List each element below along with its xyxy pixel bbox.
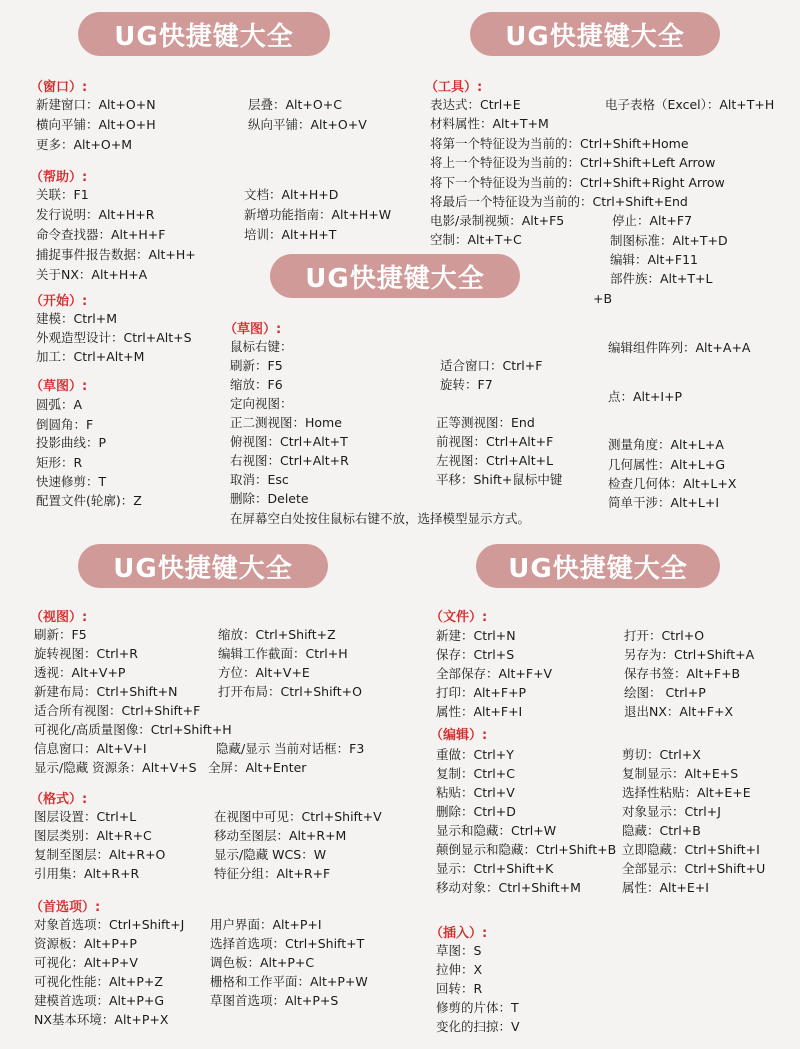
shortcut-item: 退出NX：Alt+F+X [624, 704, 734, 719]
shortcut-item: 点：Alt+I+P [608, 389, 683, 404]
shortcut-item: 复制至图层：Alt+R+O [34, 847, 166, 862]
shortcut-item: 刷新：F5 [34, 627, 87, 642]
shortcut-item: 调色板：Alt+P+C [210, 955, 315, 970]
shortcut-item: 倒圆角：F [36, 417, 94, 432]
shortcut-item: 显示/隐藏 WCS：W [214, 847, 327, 862]
shortcut-item: 加工：Ctrl+Alt+M [36, 349, 145, 364]
section-insert-head: （插入）: [430, 926, 488, 941]
shortcut-item: 投影曲线：P [36, 435, 107, 450]
shortcut-item: 重做：Ctrl+Y [436, 747, 514, 762]
shortcut-item: 编辑工作截面：Ctrl+H [218, 646, 348, 661]
shortcut-item: 透视：Alt+V+P [34, 665, 126, 680]
shortcut-item: 更多：Alt+O+M [36, 137, 132, 152]
section-tools-head: （工具）: [425, 80, 483, 95]
section-edit-head: （编辑）: [430, 728, 488, 743]
shortcut-item: 编辑：Alt+F11 [610, 252, 698, 267]
section-sketch-mid-head: （草图）: [224, 322, 282, 337]
shortcut-item: 定向视图： [230, 396, 293, 411]
section-pref-head: （首选项）: [30, 900, 101, 915]
shortcut-item: 适合窗口：Ctrl+F [440, 358, 543, 373]
banner-bottom-left: UG快捷键大全 [78, 544, 328, 588]
shortcut-item: 拉伸：X [436, 962, 483, 977]
shortcut-item: 绘图： Ctrl+P [624, 685, 706, 700]
shortcut-item: 剪切：Ctrl+X [622, 747, 701, 762]
shortcut-item: 命令查找器：Alt+H+F [36, 227, 166, 242]
shortcut-item: 在屏幕空白处按住鼠标右键不放，选择模型显示方式。 [230, 511, 531, 526]
shortcut-item: 修剪的片体：T [436, 1000, 519, 1015]
shortcut-item: 前视图：Ctrl+Alt+F [436, 434, 554, 449]
banner-bottom-right: UG快捷键大全 [476, 544, 720, 588]
shortcut-item: 保存：Ctrl+S [436, 647, 515, 662]
shortcut-item: 新增功能指南：Alt+H+W [244, 207, 392, 222]
shortcut-item: 颠倒显示和隐藏：Ctrl+Shift+B [436, 842, 617, 857]
shortcut-item: 在视图中可见：Ctrl+Shift+V [214, 809, 382, 824]
shortcut-item: 回转：R [436, 981, 483, 996]
shortcut-item: 简单干涉：Alt+L+I [608, 495, 720, 510]
shortcut-item: 将第一个特征设为当前的：Ctrl+Shift+Home [430, 136, 689, 151]
shortcut-item: 显示/隐藏 资源条：Alt+V+S [34, 760, 197, 775]
shortcut-item: 右视图：Ctrl+Alt+R [230, 453, 349, 468]
shortcut-item: 缩放：Ctrl+Shift+Z [218, 627, 336, 642]
shortcut-item: 培训：Alt+H+T [244, 227, 337, 242]
shortcut-item: 属性：Alt+E+I [622, 880, 709, 895]
shortcut-item: 建模首选项：Alt+P+G [34, 993, 165, 1008]
shortcut-item: 方位：Alt+V+E [218, 665, 310, 680]
shortcut-item: 配置文件(轮廓)：Z [36, 493, 142, 508]
shortcut-item: 对象显示：Ctrl+J [622, 804, 721, 819]
shortcut-item: 层叠：Alt+O+C [248, 97, 342, 112]
shortcut-item: 鼠标右键： [230, 339, 293, 354]
shortcut-item: 保存书签：Alt+F+B [624, 666, 741, 681]
shortcut-item: 停止：Alt+F7 [612, 213, 693, 228]
shortcut-item: 将上一个特征设为当前的：Ctrl+Shift+Left Arrow [430, 155, 716, 170]
shortcut-item: 捕捉事件报告数据：Alt+H+ [36, 247, 196, 262]
shortcut-item: 资源板：Alt+P+P [34, 936, 137, 951]
shortcut-item: 打开布局：Ctrl+Shift+O [218, 684, 362, 699]
shortcut-item: 隐藏：Ctrl+B [622, 823, 701, 838]
shortcut-item: 文档：Alt+H+D [244, 187, 339, 202]
shortcut-item: 俯视图：Ctrl+Alt+T [230, 434, 348, 449]
shortcut-item: 将下一个特征设为当前的：Ctrl+Shift+Right Arrow [430, 175, 725, 190]
shortcut-item: +B [593, 291, 613, 306]
shortcut-item: 外观造型设计：Ctrl+Alt+S [36, 330, 192, 345]
shortcut-item: 复制显示：Alt+E+S [622, 766, 739, 781]
shortcut-item: 新建：Ctrl+N [436, 628, 516, 643]
shortcut-item: 横向平铺：Alt+O+H [36, 117, 156, 132]
shortcut-item: 快速修剪：T [36, 474, 107, 489]
section-file-head: （文件）: [430, 610, 488, 625]
shortcut-item: 缩放：F6 [230, 377, 283, 392]
shortcut-item: 打印：Alt+F+P [436, 685, 527, 700]
shortcut-item: 信息窗口：Alt+V+I [34, 741, 147, 756]
shortcut-item: 左视图：Ctrl+Alt+L [436, 453, 554, 468]
shortcut-item: 对象首选项：Ctrl+Shift+J [34, 917, 185, 932]
shortcut-item: 正二测视图：Home [230, 415, 342, 430]
shortcut-item: 粘贴：Ctrl+V [436, 785, 515, 800]
shortcut-item: 显示和隐藏：Ctrl+W [436, 823, 557, 838]
section-start-head: （开始）: [30, 294, 88, 309]
shortcut-item: 可视化性能：Alt+P+Z [34, 974, 163, 989]
shortcut-item: 特征分组：Alt+R+F [214, 866, 331, 881]
shortcut-item: 纵向平铺：Alt+O+V [248, 117, 367, 132]
section-window-head: （窗口）: [30, 80, 88, 95]
shortcut-item: 材料属性：Alt+T+M [430, 116, 549, 131]
shortcut-item: NX基本环境：Alt+P+X [34, 1012, 169, 1027]
shortcut-item: 立即隐藏：Ctrl+Shift+I [622, 842, 760, 857]
shortcut-item: 检查几何体：Alt+L+X [608, 476, 737, 491]
shortcut-item: 取消：Esc [230, 472, 289, 487]
shortcut-item: 移动对象：Ctrl+Shift+M [436, 880, 581, 895]
shortcut-item: 正等测视图：End [436, 415, 535, 430]
shortcut-item: 全屏：Alt+Enter [208, 760, 307, 775]
shortcut-item: 关于NX：Alt+H+A [36, 267, 148, 282]
shortcut-item: 可视化/高质量图像：Ctrl+Shift+H [34, 722, 232, 737]
shortcut-item: 可视化：Alt+P+V [34, 955, 138, 970]
shortcut-item: 全部显示：Ctrl+Shift+U [622, 861, 766, 876]
shortcut-item: 草图首选项：Alt+P+S [210, 993, 339, 1008]
shortcut-item: 平移：Shift+鼠标中键 [436, 472, 563, 487]
shortcut-item: 打开：Ctrl+O [624, 628, 705, 643]
shortcut-item: 图层类别：Alt+R+C [34, 828, 152, 843]
shortcut-item: 电子表格（Excel）：Alt+T+H [605, 97, 775, 112]
shortcut-item: 建模：Ctrl+M [36, 311, 117, 326]
shortcut-item: 表达式：Ctrl+E [430, 97, 521, 112]
shortcut-item: 旋转：F7 [440, 377, 493, 392]
shortcut-item: 另存为：Ctrl+Shift+A [624, 647, 755, 662]
shortcut-item: 全部保存：Alt+F+V [436, 666, 553, 681]
banner-top-right: UG快捷键大全 [470, 12, 720, 56]
shortcut-item: 移动至图层：Alt+R+M [214, 828, 347, 843]
shortcut-item: 选择性粘贴：Alt+E+E [622, 785, 751, 800]
shortcut-item: 引用集：Alt+R+R [34, 866, 140, 881]
shortcut-item: 矩形：R [36, 455, 83, 470]
section-format-head: （格式）: [30, 792, 88, 807]
shortcut-item: 隐藏/显示 当前对话框：F3 [216, 741, 365, 756]
section-view-head: （视图）: [30, 610, 88, 625]
shortcut-item: 图层设置：Ctrl+L [34, 809, 137, 824]
shortcut-item: 显示：Ctrl+Shift+K [436, 861, 554, 876]
shortcut-item: 用户界面：Alt+P+I [210, 917, 322, 932]
banner-top-left: UG快捷键大全 [78, 12, 330, 56]
section-help-head: （帮助）: [30, 170, 88, 185]
shortcut-item: 电影/录制视频：Alt+F5 [430, 213, 565, 228]
shortcut-item: 删除：Delete [230, 491, 309, 506]
shortcut-item: 选择首选项：Ctrl+Shift+T [210, 936, 365, 951]
shortcut-item: 发行说明：Alt+H+R [36, 207, 155, 222]
shortcut-item: 复制：Ctrl+C [436, 766, 515, 781]
shortcut-item: 制图标准：Alt+T+D [610, 233, 728, 248]
shortcut-item: 将最后一个特征设为当前的：Ctrl+Shift+End [430, 194, 688, 209]
shortcut-item: 关联：F1 [36, 187, 89, 202]
shortcut-item: 空制：Alt+T+C [430, 232, 522, 247]
shortcut-item: 变化的扫掠：V [436, 1019, 520, 1034]
shortcut-item: 部件族：Alt+T+L [610, 271, 713, 286]
section-sketch-head: （草图）: [30, 379, 88, 394]
banner-middle: UG快捷键大全 [270, 254, 520, 298]
shortcut-item: 编辑组件阵列：Alt+A+A [608, 340, 751, 355]
shortcut-item: 适合所有视图：Ctrl+Shift+F [34, 703, 201, 718]
shortcut-item: 刷新：F5 [230, 358, 283, 373]
shortcut-item: 删除：Ctrl+D [436, 804, 516, 819]
shortcut-item: 新建布局：Ctrl+Shift+N [34, 684, 178, 699]
shortcut-item: 栅格和工作平面：Alt+P+W [210, 974, 368, 989]
shortcut-item: 旋转视图：Ctrl+R [34, 646, 138, 661]
shortcut-item: 属性：Alt+F+I [436, 704, 523, 719]
shortcut-item: 几何属性：Alt+L+G [608, 457, 726, 472]
shortcut-item: 测量角度：Alt+L+A [608, 437, 724, 452]
shortcut-item: 圆弧：A [36, 397, 83, 412]
shortcut-item: 草图：S [436, 943, 482, 958]
shortcut-item: 新建窗口：Alt+O+N [36, 97, 156, 112]
